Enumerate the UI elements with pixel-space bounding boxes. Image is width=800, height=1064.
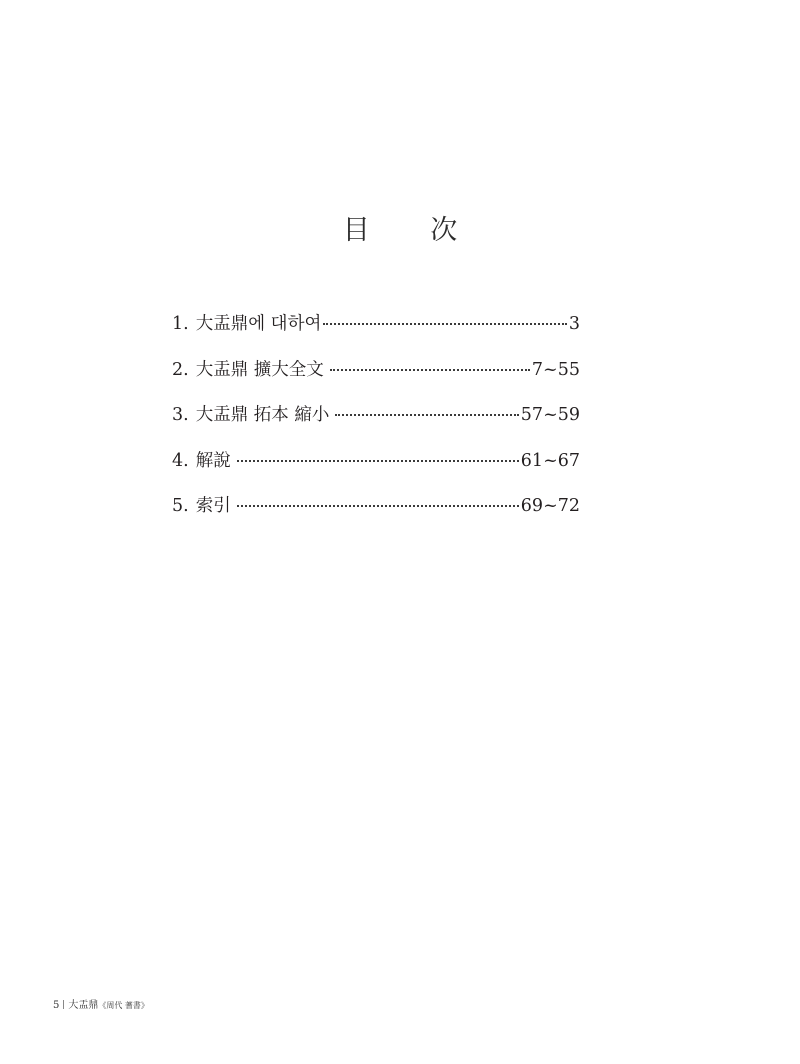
toc-entry-label: 大盂鼎 擴大全文 — [195, 359, 324, 380]
toc-entry[interactable] — [172, 356, 580, 402]
toc-entry-label: 索引 — [195, 496, 231, 516]
toc-entry-page: 69~72 — [520, 496, 580, 516]
toc-entry-number: 2. — [172, 359, 189, 380]
toc-entry-label: 大盂鼎 拓本 縮小 — [195, 405, 330, 425]
toc-entry-number: 4. — [172, 450, 189, 471]
footer-subtitle: 《周代 蓍書》 — [98, 1001, 149, 1010]
toc-dot-leader — [237, 460, 519, 462]
toc-entry-page: 61~67 — [520, 450, 580, 471]
toc-entry-number: 5. — [172, 496, 189, 516]
footer-book-title: 大盂鼎 — [68, 1000, 99, 1011]
toc-dot-leader — [237, 505, 519, 507]
footer-divider — [63, 1000, 64, 1009]
footer-page-number: 5 — [53, 1000, 60, 1011]
toc-dot-leader — [330, 369, 530, 371]
toc-dot-leader — [335, 414, 518, 416]
toc-entry-page: 3 — [568, 314, 580, 334]
toc-entry-number: 1. — [172, 314, 189, 334]
toc-entry-label: 解說 — [195, 450, 231, 471]
toc-dot-leader — [323, 323, 566, 325]
toc-entry-label: 大盂鼎에 대하여 — [195, 314, 322, 334]
table-of-contents — [172, 310, 580, 538]
toc-entry-page: 57~59 — [520, 405, 580, 425]
toc-entry[interactable] — [172, 492, 580, 538]
toc-entry[interactable] — [172, 401, 580, 447]
toc-entry-number: 3. — [172, 405, 189, 425]
toc-entry[interactable] — [172, 447, 580, 493]
page-title: 目 次 — [342, 215, 484, 246]
toc-entry[interactable] — [172, 310, 580, 356]
toc-entry-page: 7~55 — [531, 359, 580, 380]
page-footer — [53, 996, 149, 1011]
